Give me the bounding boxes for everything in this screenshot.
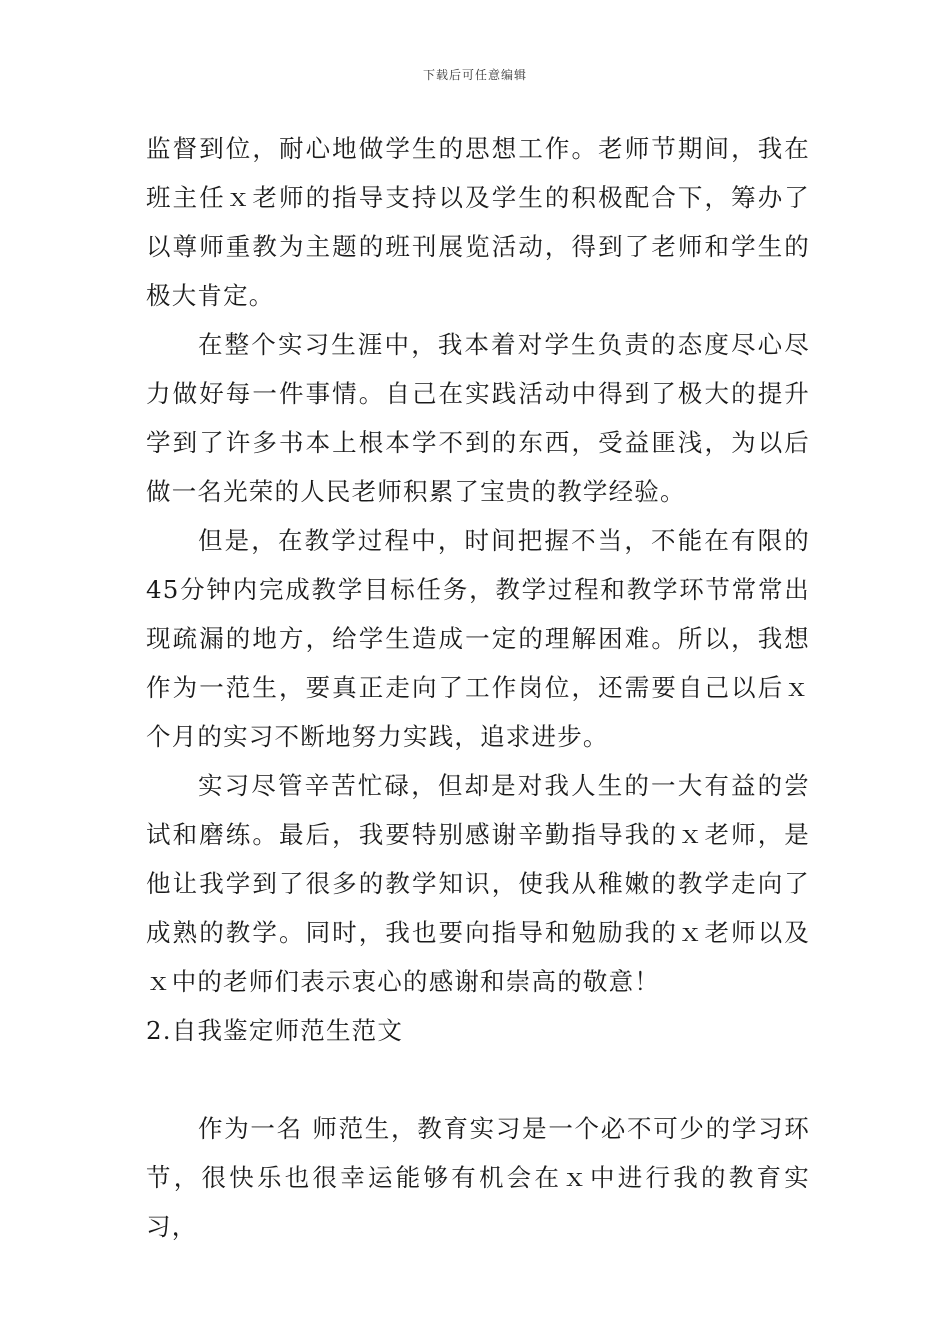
paragraph-gratitude: 实习尽管辛苦忙碌，但却是对我人生的一大有益的尝试和磨练。最后，我要特别感谢辛勤指导我的ｘ老师，是他让我学到了很多的教学知识，使我从稚嫩的教学走向了成熟的教学。同时，我也要向指导和勉励我的ｘ老师以及ｘ中的老师们表示衷心的感谢和崇高的敬意！: [146, 771, 810, 996]
paragraph-continuation: 监督到位，耐心地做学生的思想工作。老师节期间，我在班主任ｘ老师的指导支持以及学生的积极配合下，筹办了以尊师重教为主题的班刊展览活动，得到了老师和学生的极大肯定。: [146, 134, 810, 310]
paragraph-internship-career: 在整个实习生涯中，我本着对学生负责的态度尽心尽力做好每一件事情。自己在实践活动中得到了极大的提升学到了许多书本上根本学不到的东西，受益匪浅，为以后做一名光荣的人民老师积累了宝贵的教学经验。: [146, 330, 810, 506]
paragraph-self-assessment-intro: 作为一名 师范生，教育实习是一个必不可少的学习环节，很快乐也很幸运能够有机会在ｘ中进行我的教育实习，: [146, 1114, 810, 1241]
blank-line: [146, 1055, 810, 1104]
document-body: [146, 124, 810, 1251]
section-heading: 2.自我鉴定师范生范文: [146, 1016, 404, 1045]
header-note: 下载后可任意编辑: [422, 68, 527, 82]
paragraph-shortcomings: 但是，在教学过程中，时间把握不当，不能在有限的45分钟内完成教学目标任务，教学过程和教学环节常常出现疏漏的地方，给学生造成一定的理解困难。所以，我想作为一范生，要真正走向了工作岗位，还需要自己以后ｘ个月的实习不断地努力实践，追求进步。: [146, 526, 810, 751]
